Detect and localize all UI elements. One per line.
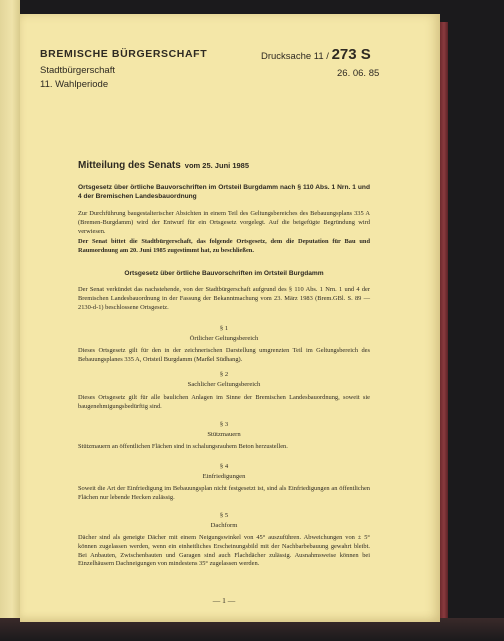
org-name: BREMISCHE BÜRGERSCHAFT <box>40 48 208 60</box>
section-1-num: § 1 <box>219 325 229 332</box>
section-3-num: § 3 <box>219 421 229 428</box>
law-title: Ortsgesetz über örtliche Bauvorschriften im Ortsteil Burgdamm <box>124 270 324 277</box>
section-5-num: § 5 <box>219 512 229 519</box>
title-text: Mitteilung des Senats <box>78 160 181 171</box>
org-subtitle <box>40 64 115 92</box>
preamble: Der Senat verkündet das nachstehende, von der Stadtbürgerschaft aufgrund des § 110 Abs. 1 Nrn. 1 und 4 der Bremischen Landesbauordnung in der Fassung der Bekanntmachung vom 23. März 1983 (Brem.GBl. S. 89 — 2130-d-1) beschlossene Ortsgesetz. <box>78 286 370 311</box>
period: 11. Wahlperiode <box>40 79 109 90</box>
intro-paragraph: Zur Durchführung baugestalterischer Absichten in einem Teil des Geltungsbereiches des Bebauungsplans 335 A (Bremen-Burgdamm) wird der Entwurf für ein Ortsgesetz vorgelegt. Auf die beigefügte Begründung wird verwiesen. <box>78 210 370 235</box>
section-2-heading: Sachlicher Geltungsbereich <box>187 381 261 388</box>
org-sub: Stadtbürgerschaft <box>40 65 115 76</box>
section-5-heading: Dachform <box>210 522 238 529</box>
document-title <box>78 160 249 171</box>
binding-red-edge <box>440 22 448 618</box>
section-1-text: Dieses Ortsgesetz gilt für den in der zeichnerischen Darstellung umgrenzten Teil im Geltungsbereich des Bebauungsplanes 335 A, Ortsteil Burgdamm (Marßel Südhang). <box>78 347 370 363</box>
drucksache-label: Drucksache 11 / <box>261 51 329 62</box>
section-3-text: Stützmauern an öffentlichen Flächen sind in schalungsrauhem Beton herzustellen. <box>78 443 288 450</box>
section-2-text: Dieses Ortsgesetz gilt für alle baulichen Anlagen im Sinne der Bremischen Landesbauordnung, soweit sie baugenehmigungsbedürftig sind. <box>78 394 370 410</box>
section-4-num: § 4 <box>219 463 229 470</box>
title-date: vom 25. Juni 1985 <box>184 161 249 170</box>
page-number: — 1 — <box>212 596 236 605</box>
drucksache-number: 273 S <box>331 46 371 63</box>
section-4-heading: Einfriedigungen <box>202 473 246 480</box>
header-date: 26. 06. 85 <box>337 68 380 79</box>
binding-left <box>0 0 20 641</box>
section-4-text: Soweit die Art der Einfriedigung im Bebauungsplan nicht festgesetzt ist, sind als Einfriedigungen an öffentlichen Flächen nur lebende Hecken zulässig. <box>78 485 370 501</box>
request-paragraph: Der Senat bittet die Stadtbürgerschaft, das folgende Ortsgesetz, dem die Deputation für Bau und Raumordnung am 20. Juni 1985 zugestimmt hat, zu beschließen. <box>78 238 370 254</box>
subject: Ortsgesetz über örtliche Bauvorschriften im Ortsteil Burgdamm nach § 110 Abs. 1 Nrn. 1 und 4 der Bremischen Landesbauordnung <box>78 184 370 200</box>
drucksache <box>261 46 371 63</box>
section-1-heading: Örtlicher Geltungsbereich <box>189 335 259 342</box>
section-3-heading: Stützmauern <box>207 431 241 438</box>
section-2-num: § 2 <box>219 371 229 378</box>
section-5-text: Dächer sind als geneigte Dächer mit einem Neigungswinkel von 45° auszuführen. Abweichungen von ± 5° können zugelassen werden, wenn ein einheitliches Erscheinungsbild mit der Nachbarbebauung gewahrt bleibt. Bei Anbauten, Zwischenbauten und Garagen sind auch Flachdächer zulässig. Ausnahmsweise können bei Einzelhäusern Dachneigungen von mindestens 35° zugelassen werden. <box>78 534 370 568</box>
document-page <box>20 14 440 622</box>
